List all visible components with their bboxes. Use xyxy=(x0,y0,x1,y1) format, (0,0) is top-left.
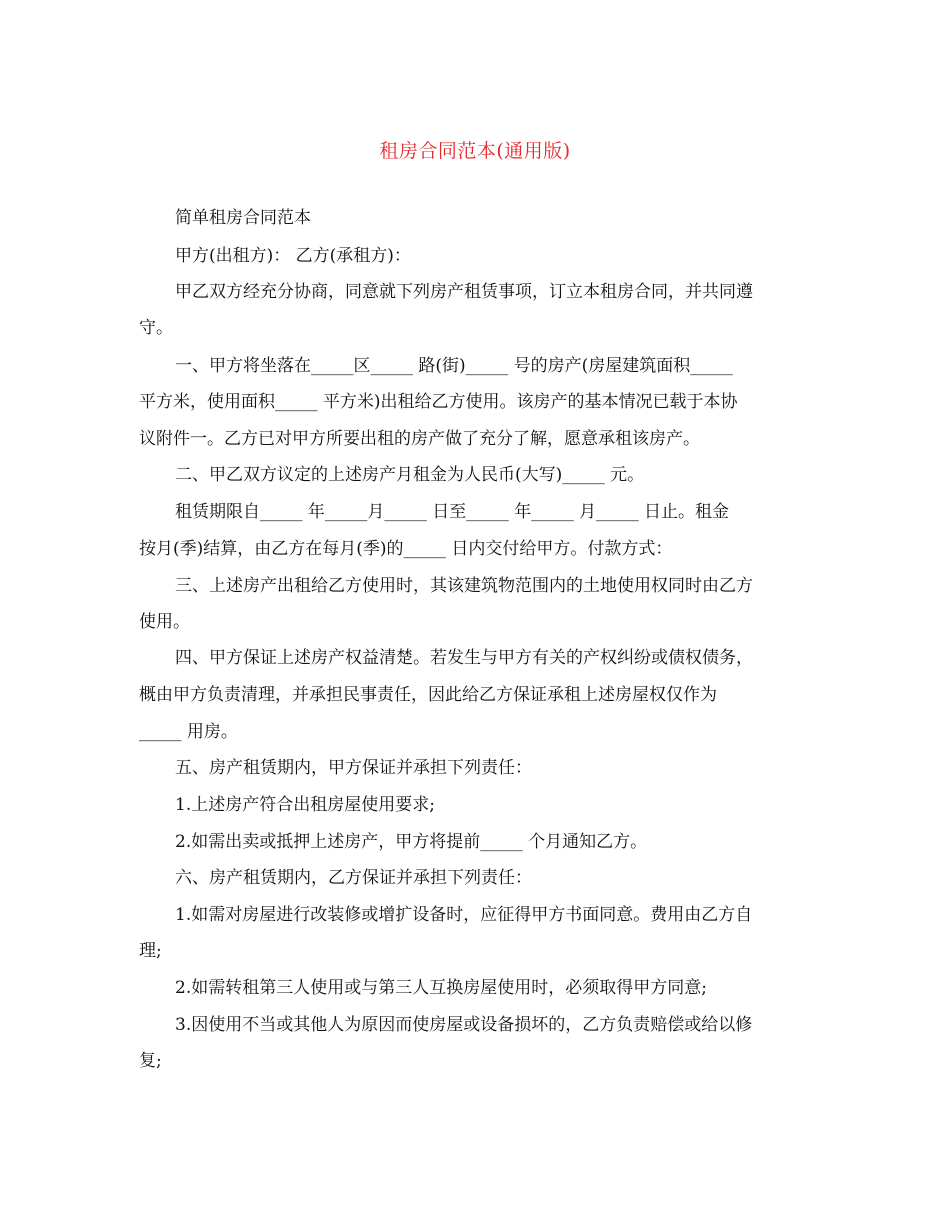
section-heading-line: 六、房产租赁期内，乙方保证并承担下列责任： xyxy=(175,868,532,888)
list-item-line: 2.如需转租第三人使用或与第三人互换房屋使用时，必须取得甲方同意; xyxy=(175,978,707,998)
subtitle-line: 简单租房合同范本 xyxy=(175,208,311,228)
paragraph-line: 概由甲方负责清理，并承担民事责任，因此给乙方保证承租上述房屋权仅作为 xyxy=(139,685,717,705)
list-item-line: 2.如需出卖或抵押上述房产，甲方将提前_____ 个月通知乙方。 xyxy=(175,832,648,852)
paragraph-line: 议附件一。乙方已对甲方所要出租的房产做了充分了解，愿意承租该房产。 xyxy=(139,429,700,449)
list-item-line: 3.因使用不当或其他人为原因而使房屋或设备损坏的，乙方负责赔偿或给以修 xyxy=(175,1015,753,1035)
paragraph-line: 租赁期限自_____ 年_____月_____ 日至_____ 年_____ 月_____ 日止。租金 xyxy=(175,502,730,522)
paragraph-line: 四、甲方保证上述房产权益清楚。若发生与甲方有关的产权纠纷或债权债务， xyxy=(175,648,753,668)
list-item-line: 理; xyxy=(139,941,162,961)
document-title: 租房合同范本(通用版) xyxy=(379,140,571,162)
paragraph-line: 甲乙双方经充分协商，同意就下列房产租赁事项，订立本租房合同，并共同遵 xyxy=(175,282,753,302)
list-item-line: 1.上述房产符合出租房屋使用要求; xyxy=(175,795,435,815)
paragraph-line: 使用。 xyxy=(139,612,190,632)
paragraph-line: 二、甲乙双方议定的上述房产月租金为人民币(大写)_____ 元。 xyxy=(175,465,645,485)
paragraph-line: 按月(季)结算，由乙方在每月(季)的_____ 日内交付给甲方。付款方式： xyxy=(139,539,673,559)
paragraph-line: 平方米，使用面积_____ 平方米)出租给乙方使用。该房产的基本情况已载于本协 xyxy=(139,392,738,412)
paragraph-line: 一、甲方将坐落在_____区_____ 路(街)_____ 号的房产(房屋建筑面积_____ xyxy=(175,356,733,376)
section-heading-line: 五、房产租赁期内，甲方保证并承担下列责任： xyxy=(175,758,532,778)
paragraph-line: 守。 xyxy=(139,318,173,338)
paragraph-line: 三、上述房产出租给乙方使用时，其该建筑物范围内的土地使用权同时由乙方 xyxy=(175,576,753,596)
parties-line: 甲方(出租方)： 乙方(承租方)： xyxy=(175,246,411,266)
list-item-line: 1.如需对房屋进行改装修或增扩设备时，应征得甲方书面同意。费用由乙方自 xyxy=(175,905,753,925)
list-item-line: 复; xyxy=(139,1051,162,1071)
paragraph-line: _____ 用房。 xyxy=(139,722,238,742)
